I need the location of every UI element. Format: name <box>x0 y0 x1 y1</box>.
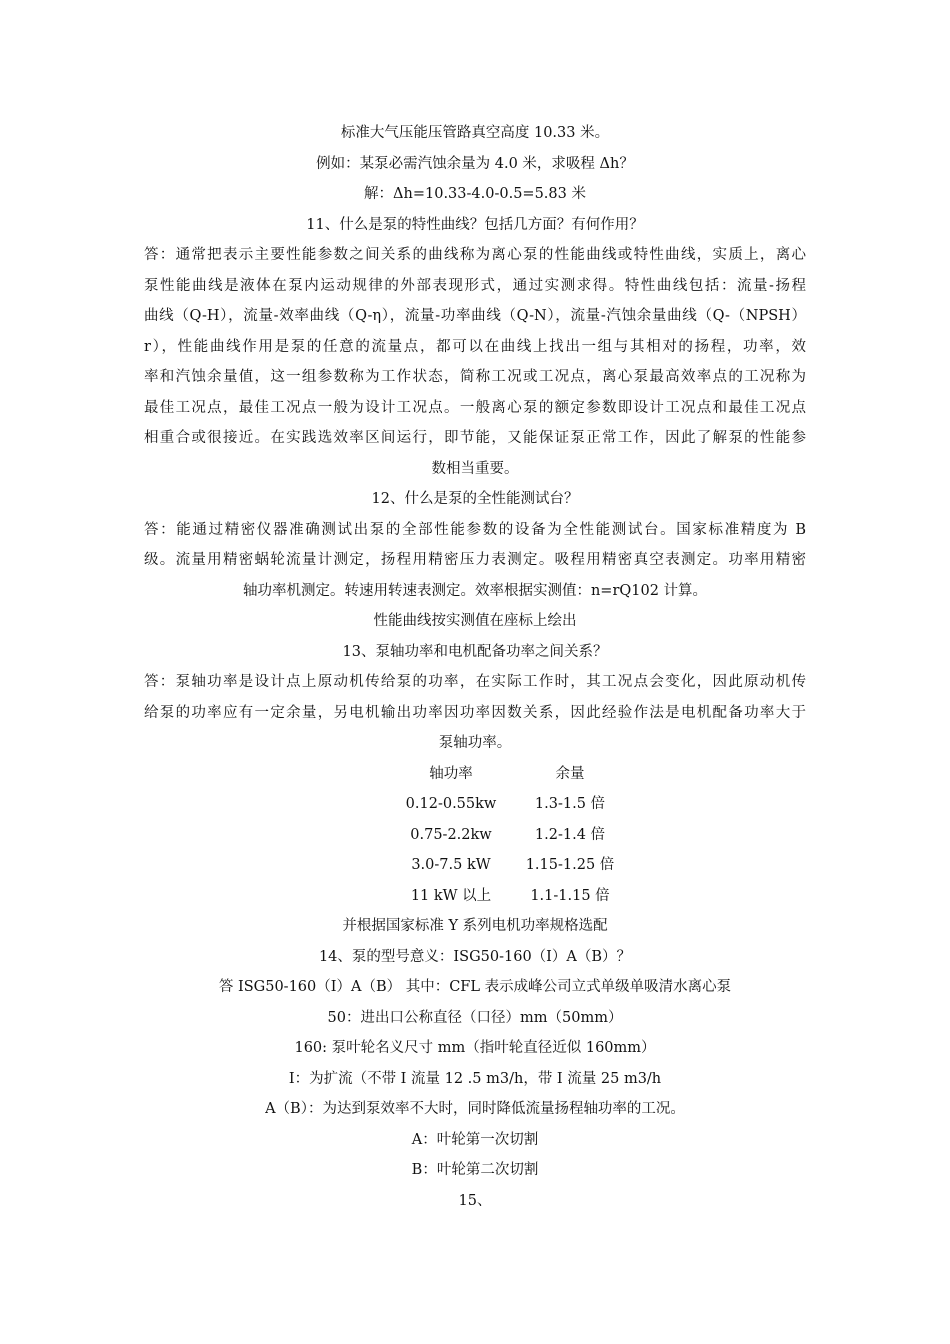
text-line: 泵轴功率。 <box>438 735 512 751</box>
document-body <box>144 118 806 1216</box>
table-cell-shaft-power: 11 kW 以上 <box>410 887 492 904</box>
text-line: 率和汽蚀余量值，这一组参数称为工作状态，简称工况或工况点，离心泵最高效率点的工况称为 <box>144 369 806 385</box>
table-header-row <box>144 759 806 790</box>
text-line: I：为扩流（不带 I 流量 12 .5 m3/h，带 I 流量 25 m3/h <box>288 1070 662 1087</box>
text-line: 14、泵的型号意义：ISG50-160（I）A（B）？ <box>318 948 632 965</box>
text-line: B：叶轮第二次切割 <box>411 1162 539 1178</box>
text-line: 泵性能曲线是液体在泵内运动规律的外部表现形式，通过实测求得。特性曲线包括：流量-扬程 <box>144 277 806 294</box>
text-line: A（B）：为达到泵效率不大时，同时降低流量扬程轴功率的工况。 <box>265 1101 685 1117</box>
text-line: A：叶轮第一次切割 <box>411 1131 539 1148</box>
table-row <box>144 850 806 881</box>
text-block-top <box>144 118 806 759</box>
table-cell-shaft-power: 0.75-2.2kw <box>410 826 492 843</box>
table-cell-margin: 1.15-1.25 倍 <box>525 857 615 873</box>
text-line: 给泵的功率应有一定余量，另电机输出功率因功率因数关系，因此经验作法是电机配备功率大于 <box>144 704 806 721</box>
text-line: 12、什么是泵的全性能测试台？ <box>371 491 579 507</box>
table-cell-shaft-power: 3.0-7.5 kW <box>411 857 491 873</box>
text-line: 数相当重要。 <box>431 460 519 477</box>
text-line: 答：泵轴功率是设计点上原动机传给泵的功率，在实际工作时，其工况点会变化，因此原动机传 <box>144 674 806 690</box>
table-cell-margin: 1.2-1.4 倍 <box>534 826 606 843</box>
table-cell-margin: 1.3-1.5 倍 <box>534 796 606 812</box>
text-line: 11、什么是泵的特性曲线？包括几方面？有何作用？ <box>306 216 644 233</box>
text-line: 50：进出口公称直径（口径）mm（50mm） <box>327 1009 623 1026</box>
table-cell-margin: 1.1-1.15 倍 <box>530 887 610 904</box>
text-line: 13、泵轴功率和电机配备功率之间关系？ <box>342 643 608 660</box>
text-line: 曲线（Q-H），流量-效率曲线（Q-η），流量-功率曲线（Q-N），流量-汽蚀余量曲线（Q-（NPSH） <box>144 308 806 324</box>
text-line: 15、 <box>458 1192 492 1209</box>
table-header-shaft-power: 轴功率 <box>429 765 473 782</box>
text-line: 最佳工况点，最佳工况点一般为设计工况点。一般离心泵的额定参数即设计工况点和最佳工况点 <box>144 399 806 416</box>
text-line: 160: 泵叶轮名义尺寸 mm（指叶轮直径近似 160mm） <box>294 1040 656 1056</box>
table-row <box>144 820 806 851</box>
text-line: 相重合或很接近。在实践选效率区间运行，即节能，又能保证泵正常工作，因此了解泵的性能参 <box>144 430 806 446</box>
text-line: r），性能曲线作用是泵的任意的流量点，都可以在曲线上找出一组与其相对的扬程，功率，效 <box>144 338 806 355</box>
text-block-bottom <box>144 911 806 1216</box>
text-line: 标准大气压能压管路真空高度 10.33 米。 <box>340 125 610 141</box>
table-body <box>144 789 806 911</box>
power-margin-table <box>144 759 806 912</box>
text-line: 解：Δh=10.33-4.0-0.5=5.83 米 <box>364 186 586 202</box>
table-row <box>144 881 806 912</box>
text-line: 轴功率机测定。转速用转速表测定。效率根据实测值：n=rQ102 计算。 <box>242 582 708 599</box>
text-line: 例如：某泵必需汽蚀余量为 4.0 米，求吸程 Δh？ <box>316 155 634 172</box>
table-row <box>144 789 806 820</box>
text-line: 级。流量用精密蜗轮流量计测定，扬程用精密压力表测定。吸程用精密真空表测定。功率用精密 <box>144 552 806 568</box>
table-cell-shaft-power: 0.12-0.55kw <box>405 796 497 812</box>
text-line: 答：通常把表示主要性能参数之间关系的曲线称为离心泵的性能曲线或特性曲线，实质上，离心 <box>144 247 806 263</box>
table-header-margin: 余量 <box>555 765 585 782</box>
text-line: 性能曲线按实测值在座标上绘出 <box>373 613 577 629</box>
text-line: 答：能通过精密仪器准确测试出泵的全部性能参数的设备为全性能测试台。国家标准精度为 B <box>144 521 806 538</box>
text-line: 答 ISG50-160（I）A（B） 其中：CFL 表示成峰公司立式单级单吸清水离心泵 <box>218 979 732 995</box>
text-line: 并根据国家标准 Y 系列电机功率规格选配 <box>342 918 608 934</box>
